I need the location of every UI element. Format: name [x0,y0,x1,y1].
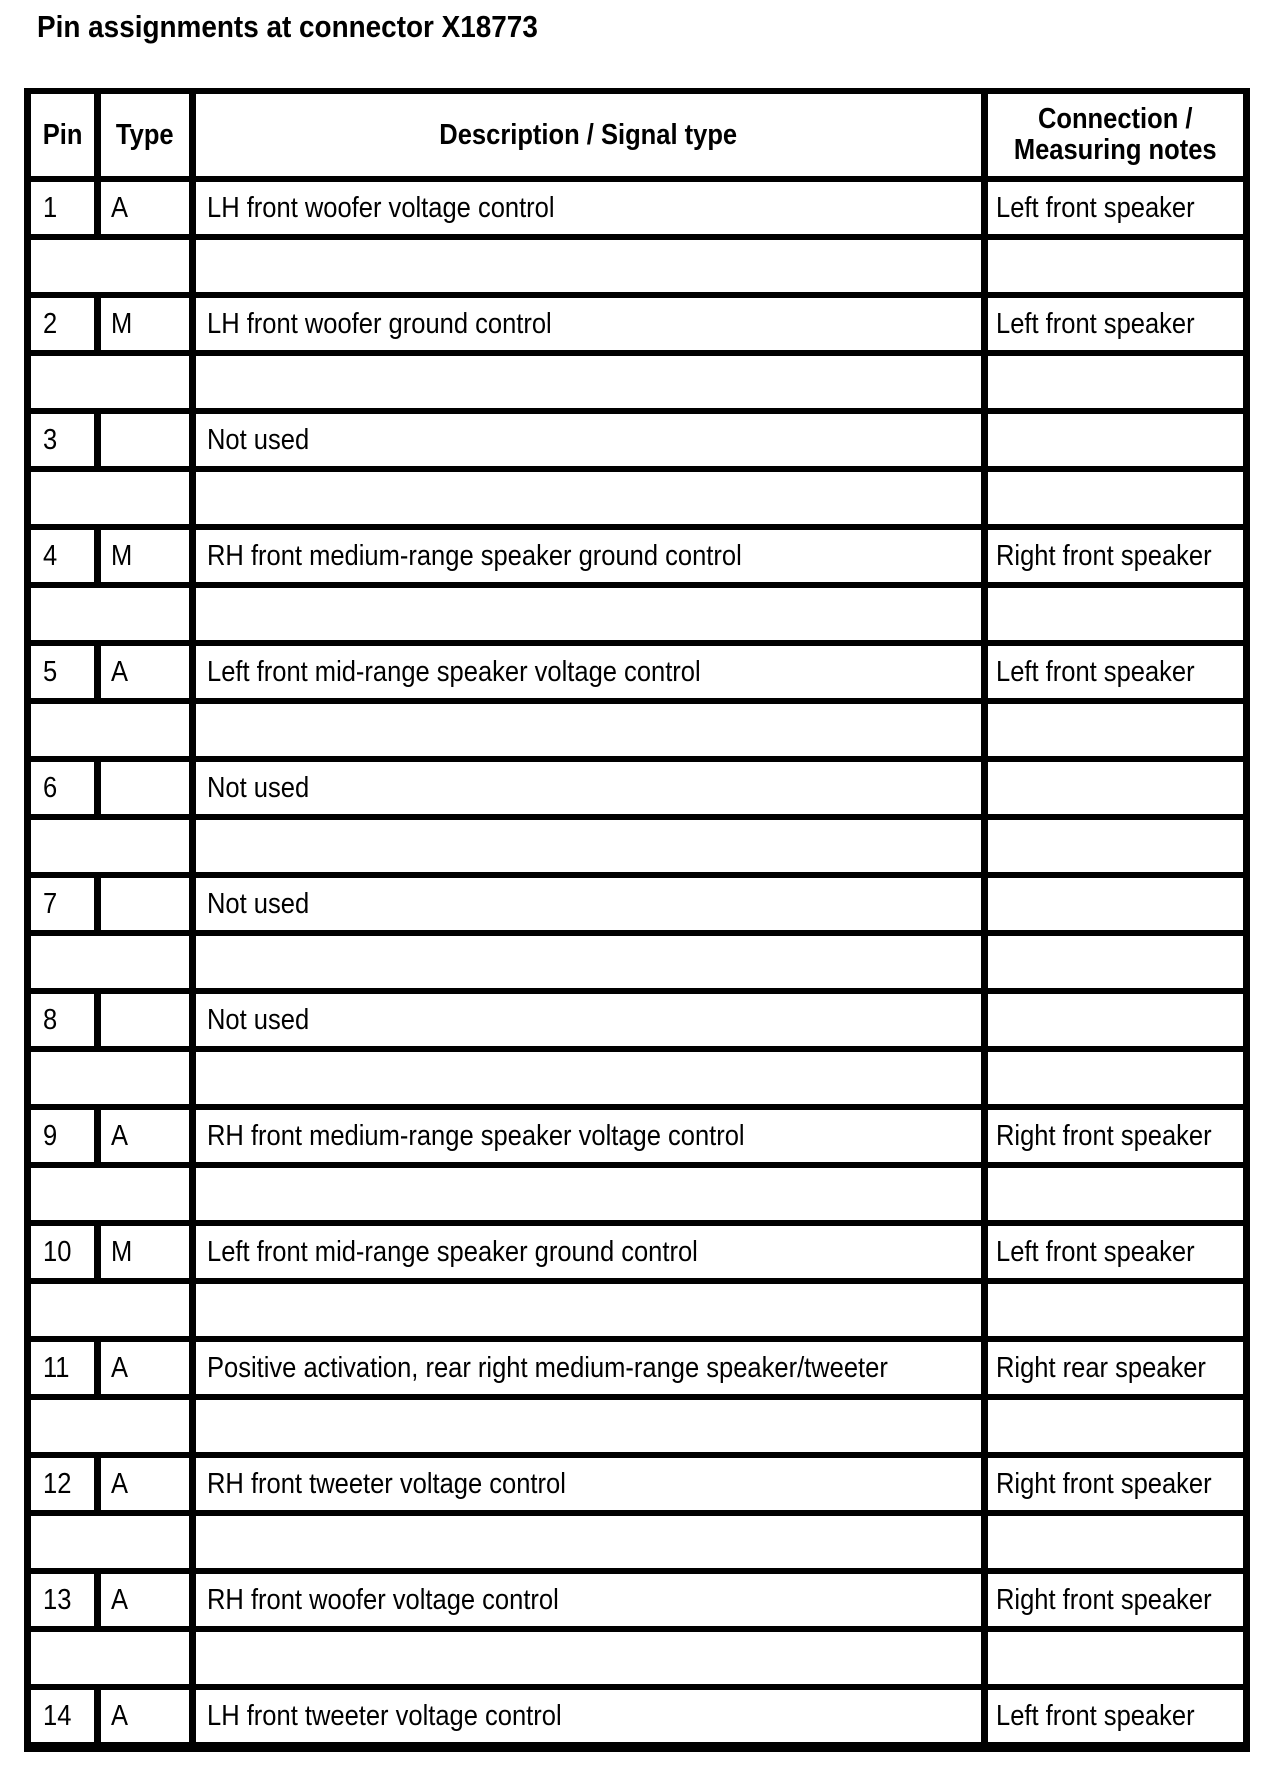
type-cell-text: A [111,1119,129,1152]
header-type-label: Type [116,118,174,151]
pin-row-3 [28,411,1247,469]
header-connection-line1: Connection / [1037,102,1193,135]
pin-cell-text: 2 [43,307,58,340]
type-cell-text: A [111,655,129,688]
spacer-connection-cell [984,1165,1246,1223]
spacer-description-cell [193,469,985,527]
connection-cell [984,1687,1246,1747]
connection-cell-text: Left front speaker [995,1699,1195,1732]
description-cell-text: Positive activation, rear right medium-range speaker/tweeter [207,1351,888,1384]
type-cell-text: M [111,307,133,340]
spacer-row [28,469,1247,527]
pin-cell [28,295,98,353]
spacer-description-cell [193,1513,985,1571]
pin-row-9 [28,1107,1247,1165]
description-cell [193,759,985,817]
spacer-row [28,1513,1247,1571]
type-cell [98,759,193,817]
pin-cell [28,1223,98,1281]
pin-cell [28,1571,98,1629]
type-cell [98,411,193,469]
type-cell-text: A [111,1351,129,1384]
pin-cell [28,1339,98,1397]
spacer-description-cell [193,237,985,295]
description-cell-text: RH front woofer voltage control [207,1583,559,1616]
description-cell [193,179,985,237]
type-cell [98,1107,193,1165]
type-cell [98,1223,193,1281]
spacer-connection-cell [984,933,1246,991]
description-cell [193,1687,985,1747]
spacer-connection-cell [984,469,1246,527]
spacer-row [28,1397,1247,1455]
spacer-pin-type-cell [28,1397,193,1455]
pin-cell [28,759,98,817]
spacer-description-cell [193,585,985,643]
spacer-pin-type-cell [28,237,193,295]
pin-cell [28,1107,98,1165]
pin-cell-text: 3 [43,423,58,456]
description-cell-text: Not used [207,1003,310,1036]
pin-row-1 [28,179,1247,237]
spacer-description-cell [193,1049,985,1107]
spacer-description-cell [193,701,985,759]
pin-row-5 [28,643,1247,701]
spacer-description-cell [193,1397,985,1455]
spacer-row [28,353,1247,411]
pin-row-8 [28,991,1247,1049]
pin-cell-text: 9 [43,1119,58,1152]
description-cell-text: Not used [207,423,310,456]
header-connection-line2: Measuring notes [1013,133,1217,166]
type-cell [98,991,193,1049]
description-cell [193,991,985,1049]
header-description [193,91,985,179]
spacer-connection-cell [984,353,1246,411]
description-cell-text: RH front medium-range speaker ground control [207,539,742,572]
pin-cell-text: 10 [43,1235,72,1268]
header-row [28,91,1247,179]
spacer-row [28,933,1247,991]
spacer-pin-type-cell [28,353,193,411]
description-cell [193,1107,985,1165]
description-cell-text: Not used [207,771,310,804]
pin-row-13 [28,1571,1247,1629]
description-cell [193,875,985,933]
header-connection [984,91,1246,179]
type-cell-text: M [111,1235,133,1268]
header-description-label: Description / Signal type [439,118,738,151]
spacer-row [28,1629,1247,1687]
pin-cell-text: 1 [43,191,58,224]
header-connection-label [1014,104,1217,166]
type-cell [98,179,193,237]
spacer-connection-cell [984,1629,1246,1687]
pin-cell [28,643,98,701]
connection-cell [984,527,1246,585]
pin-cell-text: 11 [43,1351,70,1384]
spacer-connection-cell [984,237,1246,295]
description-cell [193,1571,985,1629]
description-cell [193,1455,985,1513]
header-pin-label: Pin [42,118,83,151]
pin-cell-text: 5 [43,655,58,688]
pin-cell-text: 7 [43,887,58,920]
description-cell-text: Left front mid-range speaker voltage control [207,655,701,688]
connection-cell [984,295,1246,353]
spacer-row [28,817,1247,875]
description-cell [193,411,985,469]
description-cell-text: LH front woofer ground control [207,307,552,340]
type-cell [98,295,193,353]
spacer-description-cell [193,1281,985,1339]
spacer-description-cell [193,1165,985,1223]
connection-cell-text: Right front speaker [995,1583,1212,1616]
spacer-connection-cell [984,585,1246,643]
description-cell-text: LH front woofer voltage control [207,191,555,224]
type-cell [98,875,193,933]
type-cell-text: A [111,191,129,224]
pin-row-11 [28,1339,1247,1397]
type-cell [98,1571,193,1629]
connection-cell-text: Right front speaker [995,1119,1212,1152]
description-cell [193,1339,985,1397]
connection-cell [984,643,1246,701]
spacer-connection-cell [984,1513,1246,1571]
description-cell-text: Left front mid-range speaker ground control [207,1235,698,1268]
spacer-pin-type-cell [28,1049,193,1107]
description-cell [193,295,985,353]
pin-cell-text: 13 [43,1583,72,1616]
connection-cell-text: Left front speaker [995,655,1195,688]
pin-row-14 [28,1687,1247,1747]
connection-cell [984,1339,1246,1397]
connection-cell [984,411,1246,469]
connection-cell-text: Right front speaker [995,539,1212,572]
pin-cell [28,875,98,933]
spacer-row [28,1281,1247,1339]
spacer-row [28,1165,1247,1223]
spacer-pin-type-cell [28,933,193,991]
connection-cell-text: Left front speaker [995,307,1195,340]
description-cell-text: Not used [207,887,310,920]
spacer-row [28,1049,1247,1107]
pin-cell [28,991,98,1049]
connection-cell [984,1455,1246,1513]
pin-row-4 [28,527,1247,585]
spacer-row [28,701,1247,759]
description-cell [193,643,985,701]
spacer-connection-cell [984,1281,1246,1339]
header-type [98,91,193,179]
pin-cell-text: 8 [43,1003,58,1036]
connection-cell [984,1571,1246,1629]
pin-cell-text: 4 [43,539,58,572]
connection-cell-text: Right rear speaker [995,1351,1206,1384]
pin-row-2 [28,295,1247,353]
spacer-row [28,585,1247,643]
spacer-row [28,237,1247,295]
spacer-description-cell [193,933,985,991]
type-cell [98,643,193,701]
pin-row-6 [28,759,1247,817]
connection-cell [984,179,1246,237]
connection-cell-text: Left front speaker [995,1235,1195,1268]
spacer-pin-type-cell [28,817,193,875]
spacer-pin-type-cell [28,1513,193,1571]
pin-cell-text: 6 [43,771,58,804]
description-cell-text: RH front tweeter voltage control [207,1467,566,1500]
pin-row-10 [28,1223,1247,1281]
type-cell-text: A [111,1583,129,1616]
type-cell [98,1687,193,1747]
spacer-pin-type-cell [28,701,193,759]
spacer-pin-type-cell [28,1629,193,1687]
type-cell-text: M [111,539,133,572]
spacer-connection-cell [984,1397,1246,1455]
spacer-description-cell [193,353,985,411]
pin-cell [28,1455,98,1513]
pin-row-7 [28,875,1247,933]
spacer-pin-type-cell [28,585,193,643]
pin-cell [28,527,98,585]
spacer-connection-cell [984,817,1246,875]
pin-cell-text: 14 [43,1699,72,1732]
connection-cell-text: Left front speaker [995,191,1195,224]
type-cell [98,1339,193,1397]
connection-cell [984,875,1246,933]
connection-cell-text: Right front speaker [995,1467,1212,1500]
spacer-connection-cell [984,1049,1246,1107]
description-cell [193,527,985,585]
pin-cell [28,1687,98,1747]
spacer-description-cell [193,1629,985,1687]
spacer-pin-type-cell [28,1281,193,1339]
description-cell [193,1223,985,1281]
spacer-connection-cell [984,701,1246,759]
description-cell-text: RH front medium-range speaker voltage control [207,1119,745,1152]
pin-row-12 [28,1455,1247,1513]
spacer-pin-type-cell [28,469,193,527]
connection-cell [984,1223,1246,1281]
pin-cell [28,179,98,237]
connection-cell [984,991,1246,1049]
spacer-pin-type-cell [28,1165,193,1223]
connection-cell [984,759,1246,817]
description-cell-text: LH front tweeter voltage control [207,1699,562,1732]
type-cell-text: A [111,1699,129,1732]
type-cell [98,1455,193,1513]
type-cell-text: A [111,1467,129,1500]
header-pin [28,91,98,179]
connection-cell [984,1107,1246,1165]
pin-cell-text: 12 [43,1467,72,1500]
pin-assignment-table [24,88,1250,1752]
page-title: Pin assignments at connector X18773 [37,9,538,44]
type-cell [98,527,193,585]
pin-cell [28,411,98,469]
spacer-description-cell [193,817,985,875]
